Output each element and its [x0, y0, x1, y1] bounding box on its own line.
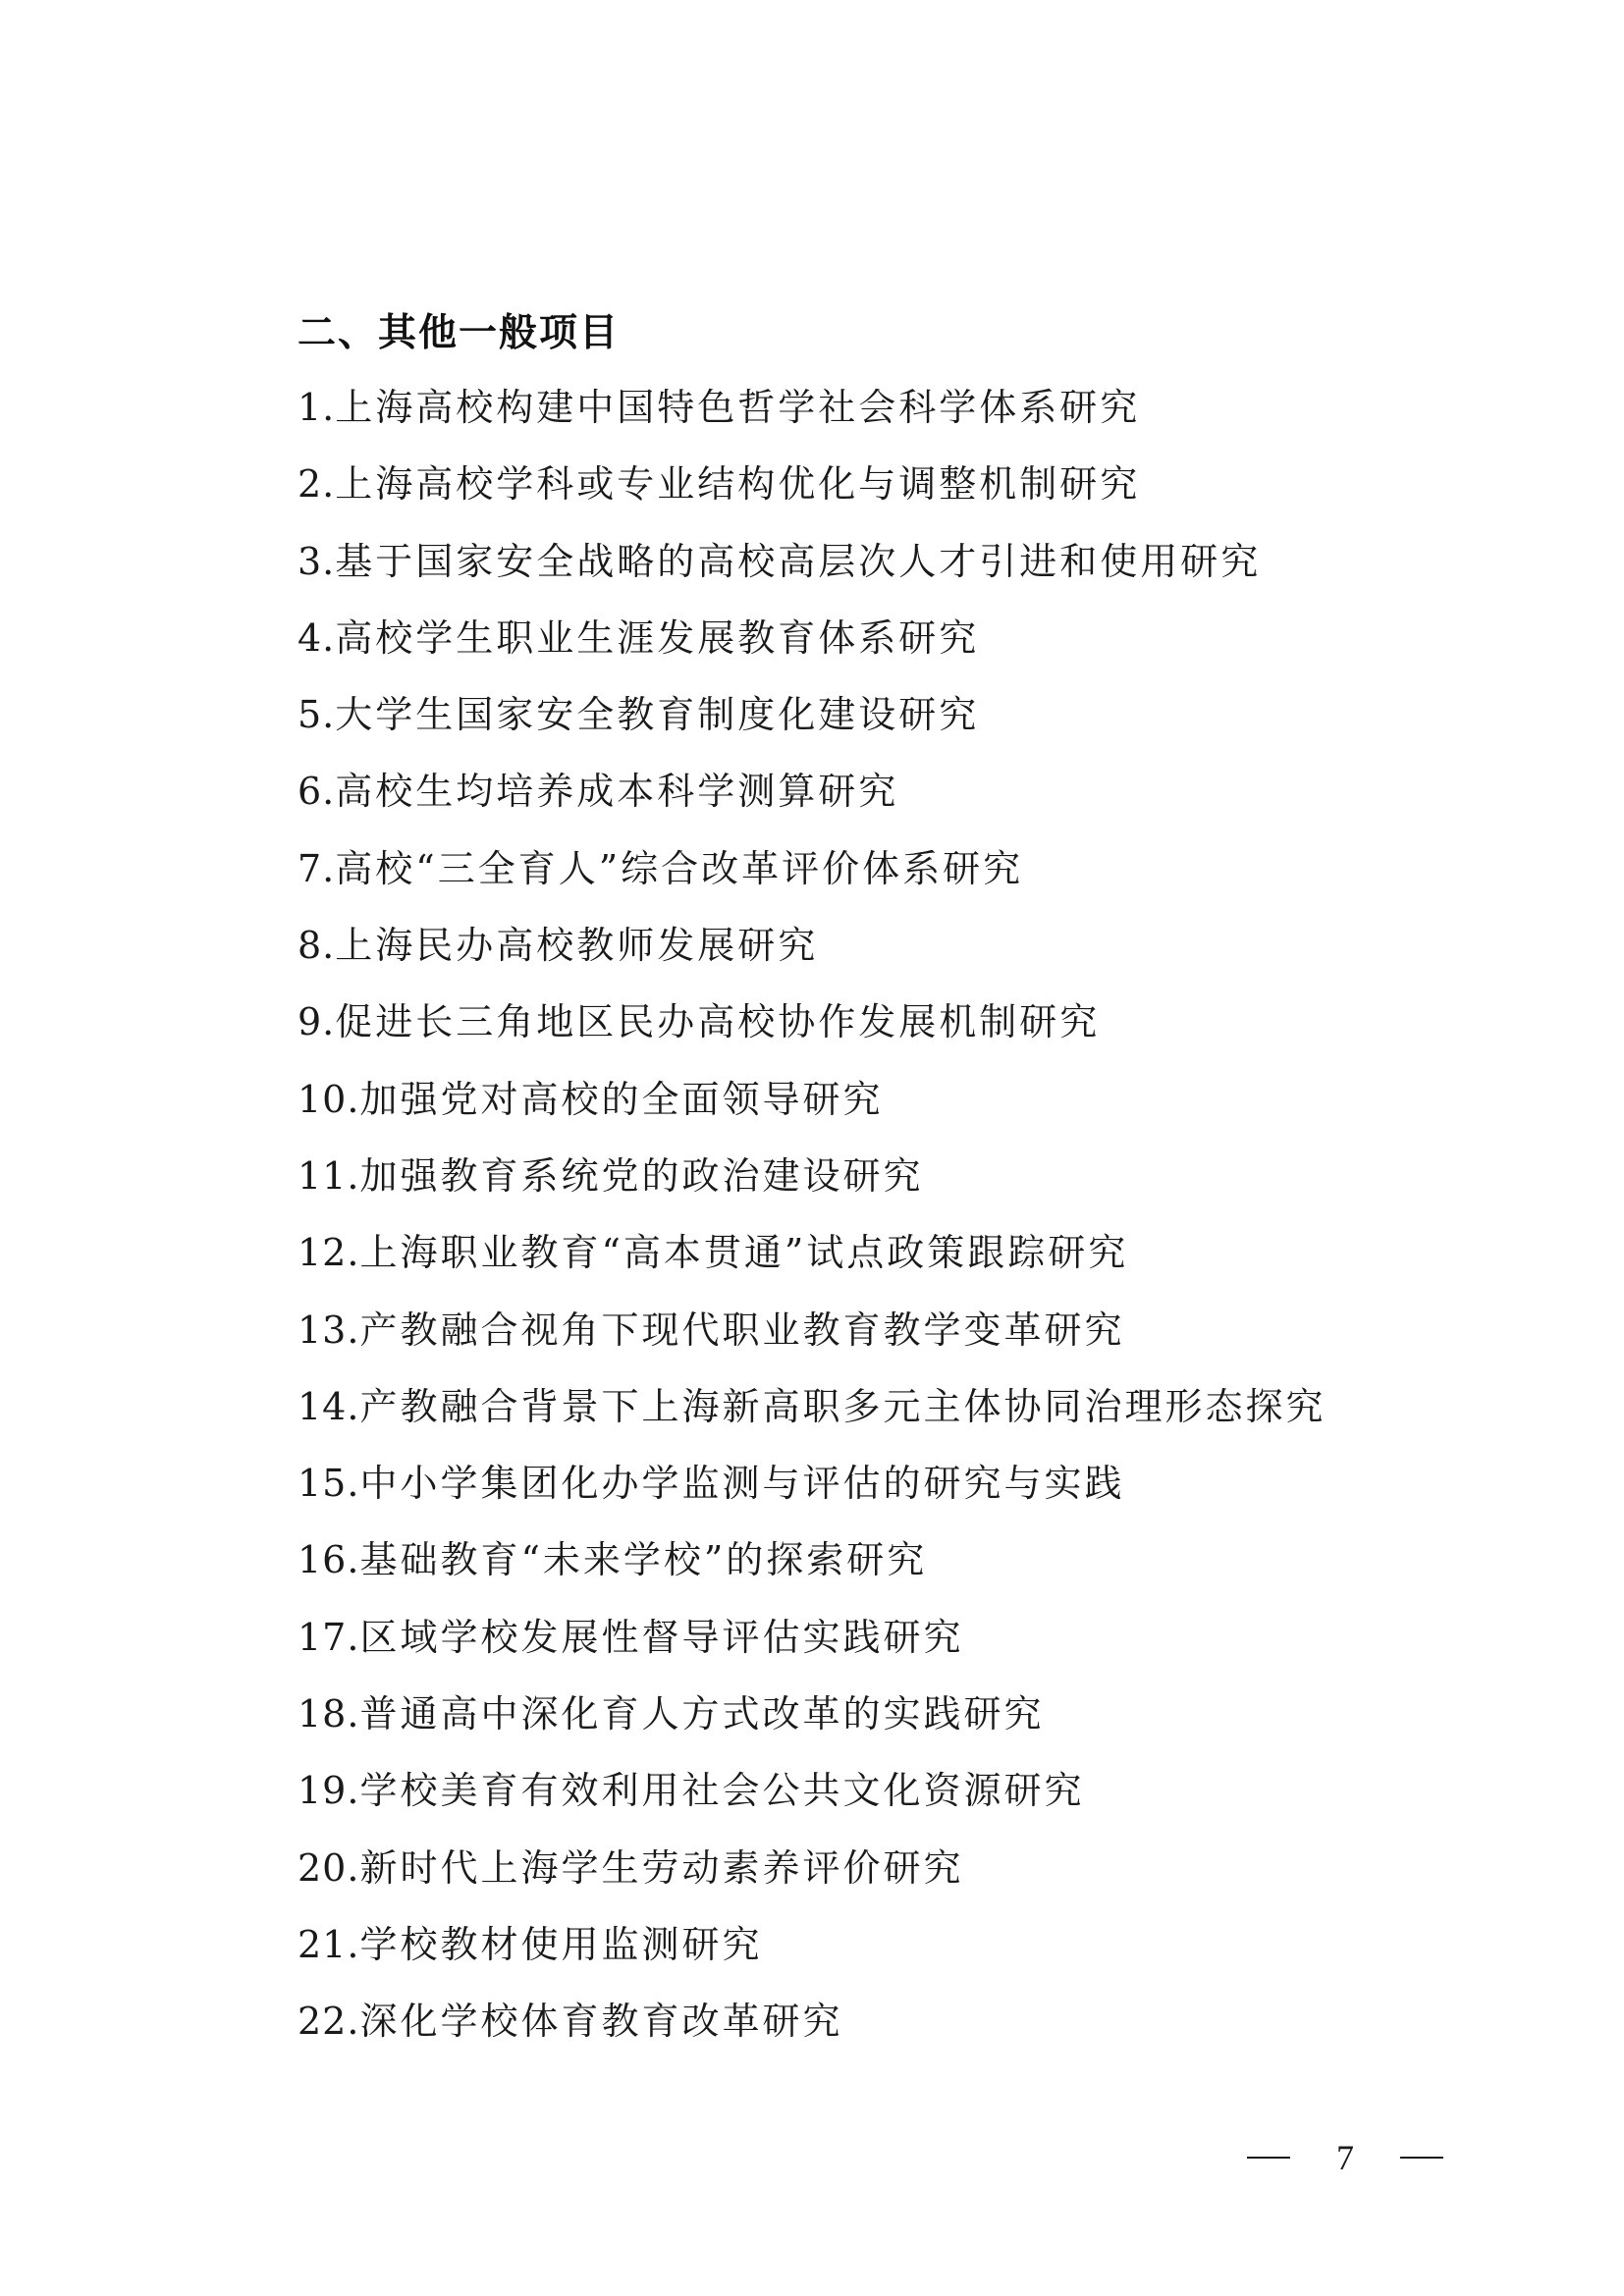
list-item	[298, 1456, 1326, 1532]
item-title: 产教融合背景下上海新高职多元主体协同治理形态探究	[359, 1384, 1326, 1428]
page-footer	[1247, 2128, 1443, 2187]
item-number: 9.	[298, 1000, 336, 1044]
item-number: 17.	[298, 1615, 360, 1659]
list-item	[298, 1303, 1326, 1379]
list-item	[298, 764, 1326, 840]
list-item	[298, 1148, 1326, 1225]
list-item	[298, 456, 1326, 533]
item-number: 22.	[298, 2000, 360, 2044]
item-title: 学校教材使用监测研究	[359, 1922, 763, 1966]
list-item	[298, 687, 1326, 764]
item-title: 高校学生职业生涯发展教育体系研究	[335, 615, 980, 660]
item-title: 加强教育系统党的政治建设研究	[359, 1153, 924, 1198]
item-number: 6.	[298, 770, 336, 814]
item-number: 11.	[298, 1153, 360, 1198]
section-heading: 二、其他一般项目	[298, 311, 621, 355]
item-title: 区域学校发展性督导评估实践研究	[359, 1615, 964, 1659]
left-dash	[1247, 2157, 1290, 2159]
list-item	[298, 1763, 1326, 1840]
item-title: 促进长三角地区民办高校协作发展机制研究	[335, 1000, 1101, 1044]
item-number: 1.	[298, 386, 336, 429]
item-number: 10.	[298, 1077, 360, 1121]
list-item	[298, 1994, 1326, 2070]
item-title: 上海职业教育“高本贯通”试点政策跟踪研究	[359, 1231, 1129, 1275]
list-item	[298, 1610, 1326, 1686]
project-list	[298, 380, 1326, 2071]
item-number: 20.	[298, 1845, 360, 1890]
item-number: 14.	[298, 1384, 360, 1428]
list-item	[298, 611, 1326, 687]
list-item	[298, 1225, 1326, 1302]
item-title: 基于国家安全战略的高校高层次人才引进和使用研究	[335, 539, 1262, 583]
item-title: 高校生均培养成本科学测算研究	[335, 770, 899, 814]
item-title: 学校美育有效利用社会公共文化资源研究	[359, 1769, 1085, 1813]
list-item	[298, 1532, 1326, 1609]
list-item	[298, 380, 1326, 456]
item-title: 中小学集团化办学监测与评估的研究与实践	[359, 1462, 1125, 1506]
item-title: 产教融合视角下现代职业教育教学变革研究	[359, 1308, 1125, 1352]
item-number: 5.	[298, 693, 336, 737]
item-number: 3.	[298, 539, 336, 583]
item-number: 2.	[298, 462, 336, 507]
item-number: 15.	[298, 1462, 360, 1506]
item-number: 18.	[298, 1692, 360, 1736]
list-item	[298, 841, 1326, 918]
list-item	[298, 1917, 1326, 1994]
list-item	[298, 1072, 1326, 1148]
list-item	[298, 1686, 1326, 1763]
item-title: 上海高校构建中国特色哲学社会科学体系研究	[335, 386, 1141, 429]
list-item	[298, 918, 1326, 994]
item-number: 21.	[298, 1922, 360, 1966]
item-number: 13.	[298, 1308, 360, 1352]
list-item	[298, 994, 1326, 1071]
item-title: 上海民办高校教师发展研究	[335, 924, 819, 968]
page-number: 7	[1336, 2138, 1354, 2177]
item-title: 上海高校学科或专业结构优化与调整机制研究	[335, 462, 1141, 507]
item-title: 大学生国家安全教育制度化建设研究	[335, 693, 980, 737]
item-title: 加强党对高校的全面领导研究	[359, 1077, 884, 1121]
item-title: 基础教育“未来学校”的探索研究	[359, 1538, 928, 1582]
item-title: 新时代上海学生劳动素养评价研究	[359, 1845, 964, 1890]
item-title: 深化学校体育教育改革研究	[359, 2000, 843, 2044]
item-title: 高校“三全育人”综合改革评价体系研究	[335, 846, 1024, 890]
right-dash	[1400, 2157, 1443, 2159]
item-number: 4.	[298, 615, 336, 660]
list-item	[298, 1379, 1326, 1456]
item-number: 8.	[298, 924, 336, 968]
item-number: 16.	[298, 1538, 360, 1582]
list-item	[298, 1841, 1326, 1917]
item-number: 12.	[298, 1231, 360, 1275]
list-item	[298, 534, 1326, 611]
item-number: 7.	[298, 846, 336, 890]
item-title: 普通高中深化育人方式改革的实践研究	[359, 1692, 1045, 1736]
item-number: 19.	[298, 1769, 360, 1813]
